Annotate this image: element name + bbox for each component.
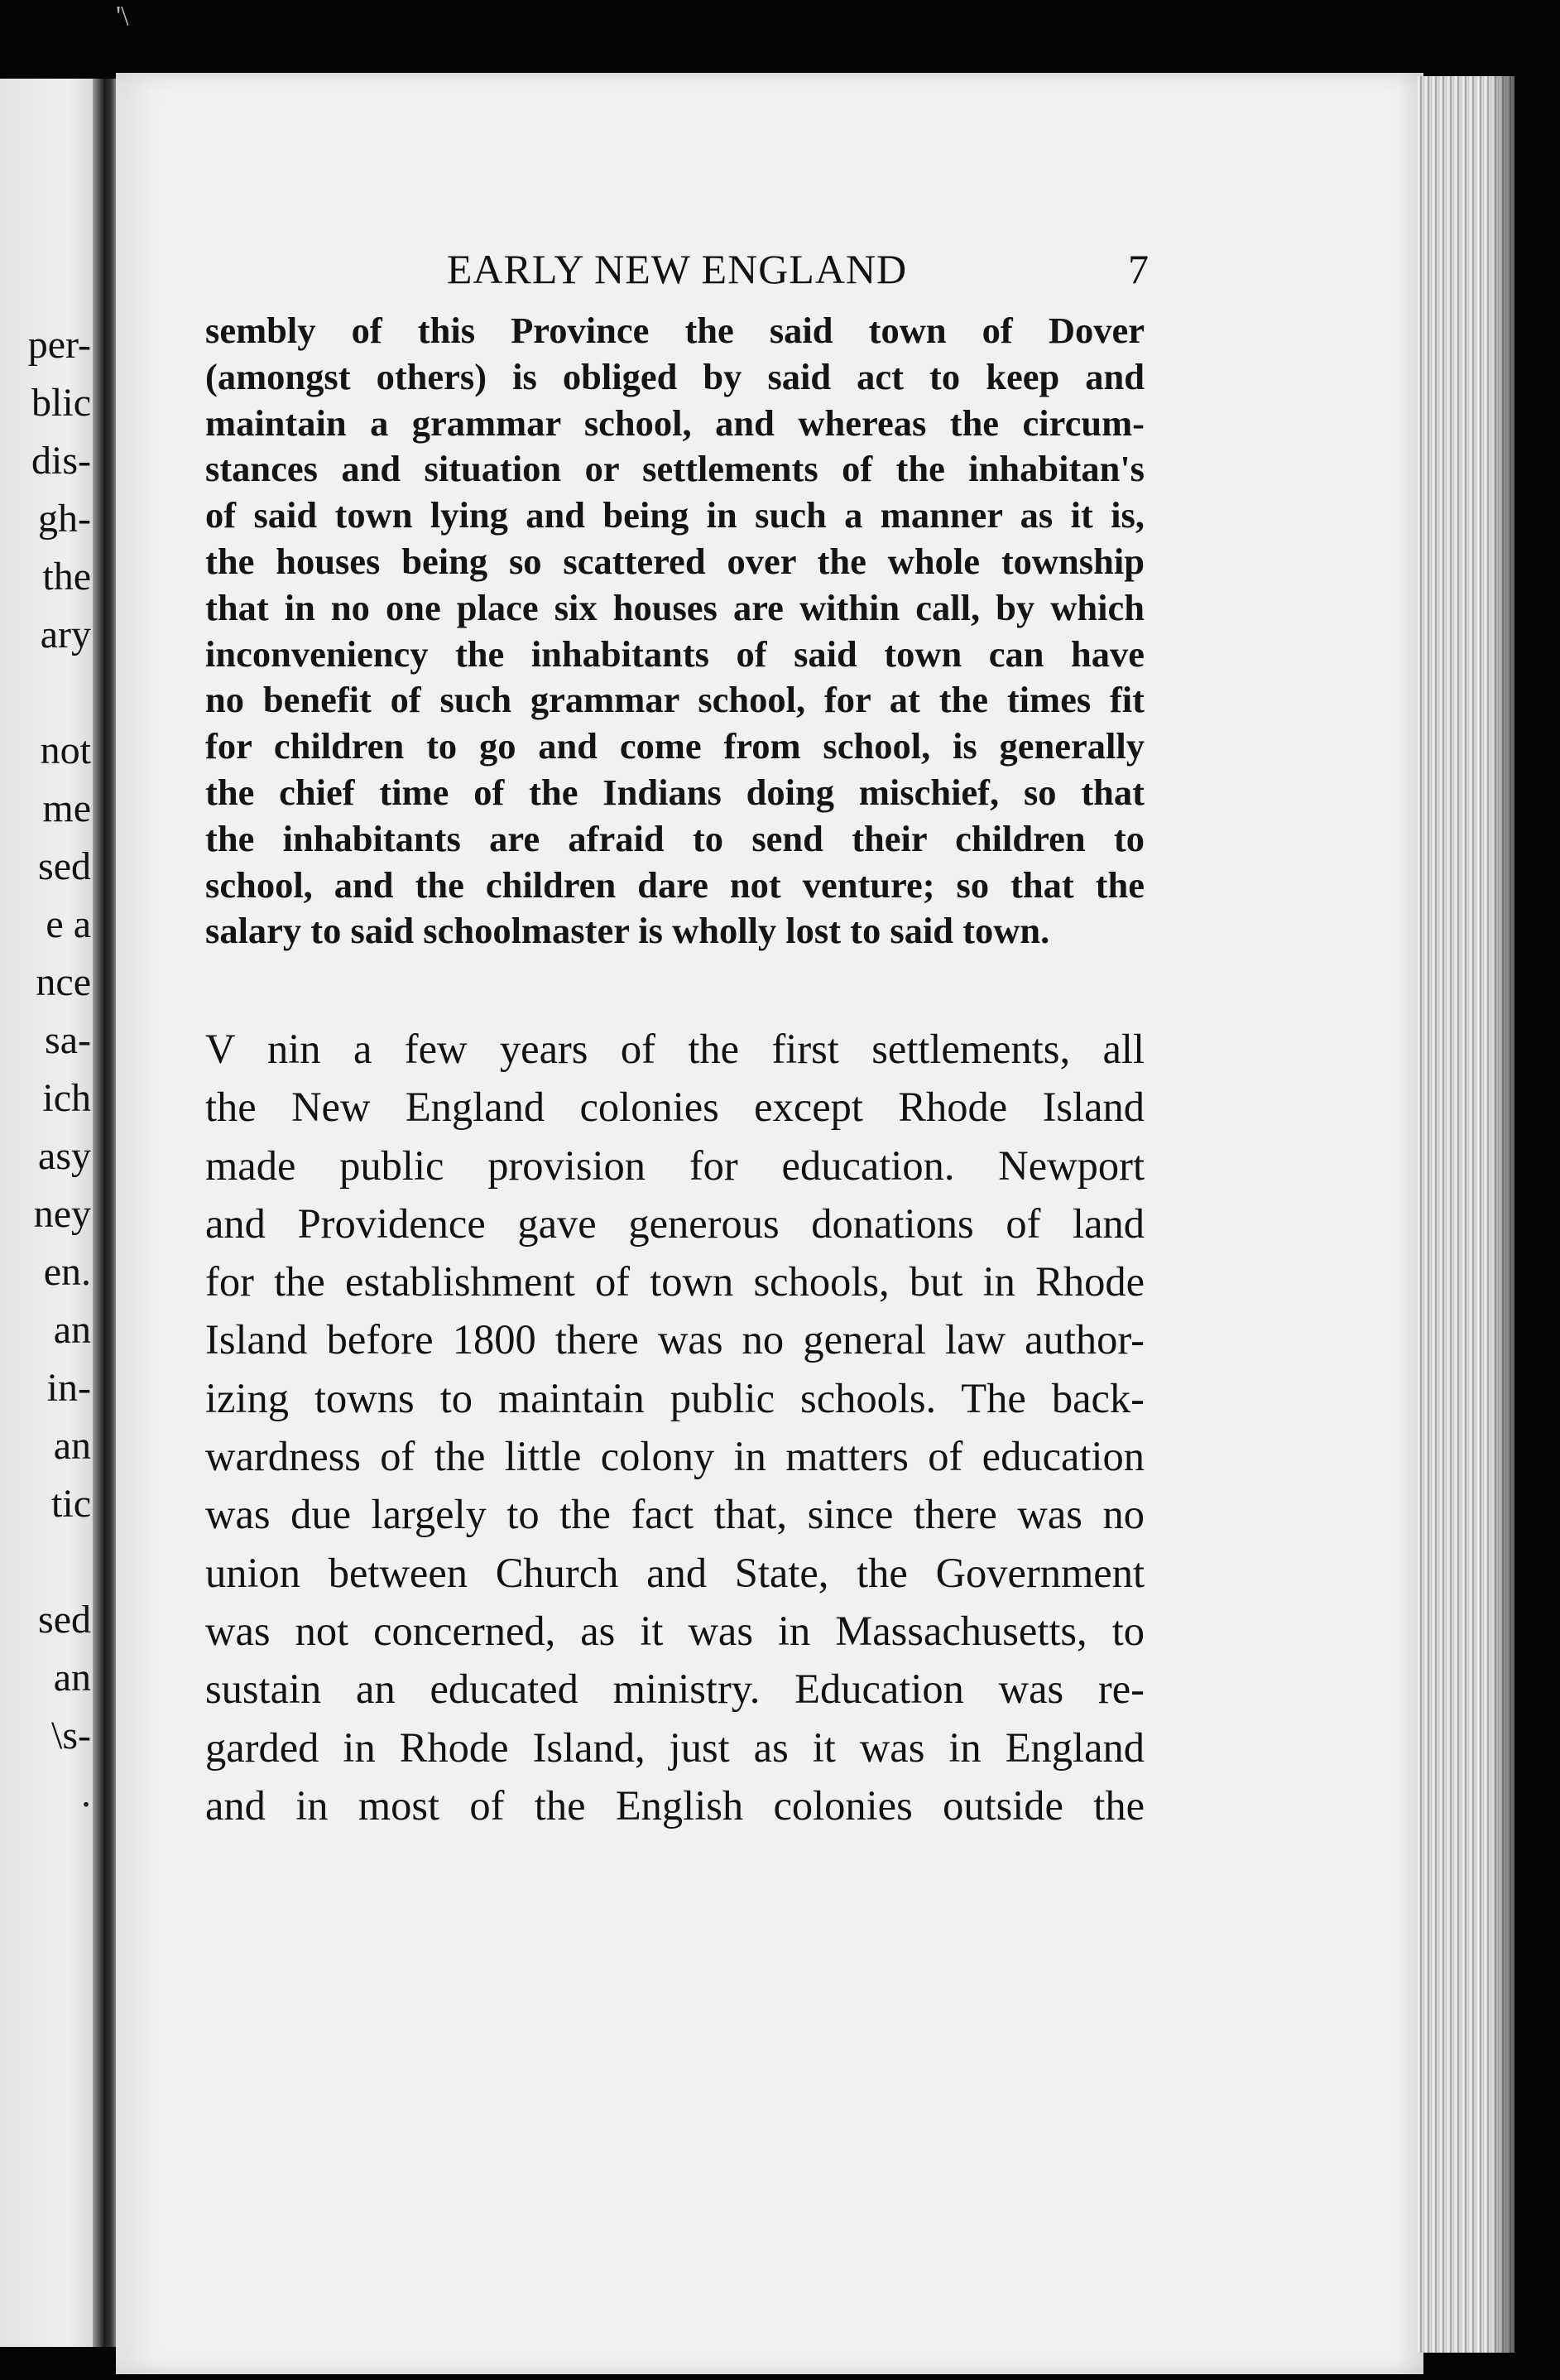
page-number: 7: [1128, 246, 1149, 292]
text-line: union between Church and State, the Government: [205, 1549, 1145, 1596]
text-line: garded in Rhode Island, just as it was in England: [205, 1724, 1145, 1771]
text-line: sustain an educated ministry. Education was re-: [205, 1666, 1145, 1713]
left-page-line: in-: [46, 1366, 91, 1410]
left-page-line: [0, 664, 91, 722]
text-line: the New England colonies except Rhode Island: [205, 1084, 1145, 1131]
left-page-line: dis-: [31, 439, 91, 483]
body-paragraph: [205, 1020, 1145, 1834]
left-page-text: [0, 316, 91, 1823]
text-line: for the establishment of town schools, but in Rhode: [205, 1258, 1145, 1305]
left-page-line: ich: [42, 1076, 91, 1120]
left-page-line: sa-: [45, 1018, 91, 1062]
left-page-line: [0, 1533, 91, 1591]
running-head: [205, 240, 1149, 298]
left-page-line: not: [40, 728, 91, 772]
left-page-line: an: [53, 1656, 91, 1700]
left-page-line: ney: [33, 1192, 91, 1236]
quote-line: salary to said schoolmaster is wholly lost to said town.: [205, 910, 1050, 952]
left-page-line: e a: [46, 902, 91, 946]
quote-line: the inhabitants are afraid to send their children to: [205, 817, 1145, 859]
page-stack-shadow: [1490, 76, 1514, 2353]
left-page-line: the: [42, 555, 91, 599]
text-line: izing towns to maintain public schools. The back-: [205, 1374, 1145, 1421]
left-page-line: \s-: [51, 1714, 91, 1757]
quote-line: the chief time of the Indians doing mischief, so that: [205, 771, 1145, 813]
text-line: was due largely to the fact that, since there was no: [205, 1491, 1145, 1538]
left-page-line: per-: [27, 323, 91, 367]
quote-line: that in no one place six houses are within call, by which: [205, 586, 1145, 628]
left-page-line: tic: [51, 1482, 91, 1526]
quote-line: the houses being so scattered over the whole township: [205, 540, 1145, 582]
left-page-line: asy: [38, 1134, 91, 1178]
left-page-line: en.: [43, 1250, 91, 1294]
left-page-line: ary: [40, 613, 91, 656]
quote-line: maintain a grammar school, and whereas the circum-: [205, 401, 1145, 444]
quote-line: stances and situation or settlements of the inhabitan's: [205, 448, 1145, 490]
left-page-line: me: [42, 786, 91, 830]
quote-line: (amongst others) is obliged by said act to keep and: [205, 355, 1145, 397]
quote-line: inconveniency the inhabitants of said town can have: [205, 632, 1145, 675]
left-page-line: blic: [31, 381, 91, 425]
text-line: V nin a few years of the first settlements, all: [205, 1026, 1145, 1072]
block-quote: [205, 308, 1145, 954]
left-page-line: .: [81, 1772, 91, 1815]
quote-line: no benefit of such grammar school, for at the times fit: [205, 679, 1145, 721]
left-page-line: gh-: [38, 497, 91, 541]
quote-line: for children to go and come from school, is generally: [205, 725, 1145, 767]
left-page-line: sed: [38, 844, 91, 888]
left-page-line: sed: [38, 1598, 91, 1642]
quote-line: sembly of this Province the said town of Dover: [205, 310, 1145, 351]
quote-line: of said town lying and being in such a manner as it is,: [205, 494, 1145, 536]
text-line: was not concerned, as it was in Massachusetts, to: [205, 1607, 1145, 1654]
text-line: made public provision for education. Newport: [205, 1142, 1145, 1189]
text-line: and in most of the English colonies outside the: [205, 1781, 1145, 1829]
top-edge-mark: '\: [116, 1, 129, 31]
left-page-line: an: [53, 1424, 91, 1468]
left-page-line: nce: [36, 960, 91, 1004]
running-head-title: EARLY NEW ENGLAND: [446, 246, 908, 292]
quote-line: school, and the children dare not venture; so that the: [205, 863, 1145, 906]
text-line: Island before 1800 there was no general law author-: [205, 1316, 1145, 1363]
text-line: and Providence gave generous donations of land: [205, 1200, 1145, 1247]
left-page-line: an: [53, 1308, 91, 1352]
text-line: wardness of the little colony in matters of education: [205, 1433, 1145, 1480]
